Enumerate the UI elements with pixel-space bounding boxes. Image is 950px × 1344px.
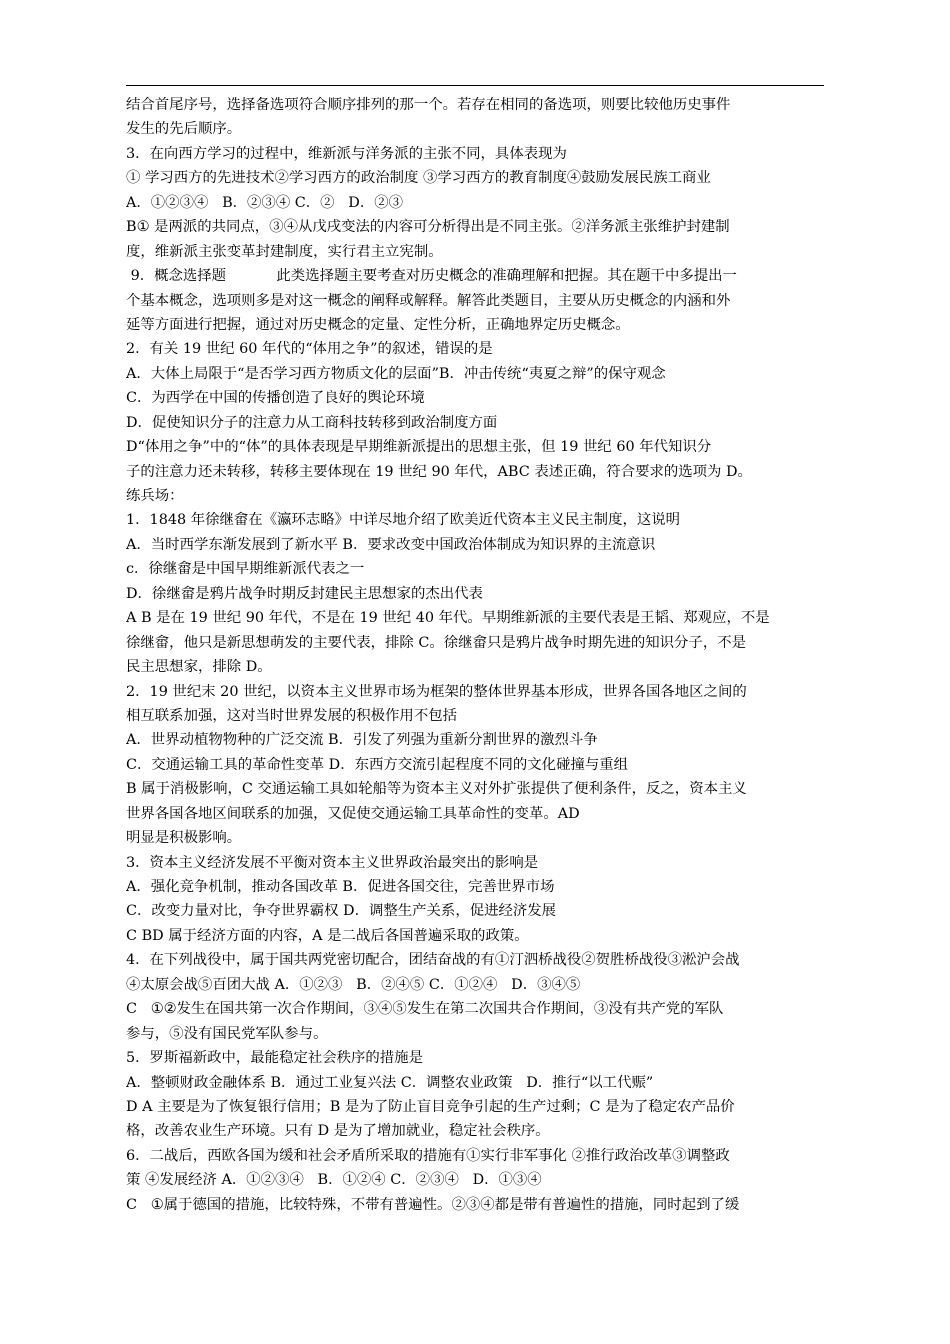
text-line: ① 学习西方的先进技术②学习西方的政治制度 ③学习西方的教育制度④鼓励发展民族工商业 bbox=[126, 170, 711, 187]
text-line: 2．19 世纪末 20 世纪，以资本主义世界市场为框架的整体世界基本形成，世界各国各地区之间的 bbox=[126, 683, 747, 700]
text-line: D“体用之争”中的“体”的具体表现是早期维新派提出的思想主张，但 19 世纪 60 年代知识分 bbox=[126, 439, 712, 456]
text-line: 延等方面进行把握，通过对历史概念的定量、定性分析，正确地界定历史概念。 bbox=[126, 316, 630, 333]
text-line: C BD 属于经济方面的内容，A 是二战后各国普遍采取的政策。 bbox=[126, 927, 529, 944]
text-line: 格，改善农业生产环境。只有 D 是为了增加就业，稳定社会秩序。 bbox=[126, 1123, 550, 1140]
text-line: 2．有关 19 世纪 60 年代的“体用之争”的叙述，错误的是 bbox=[126, 341, 493, 358]
text-line: A．大体上局限于“是否学习西方物质文化的层面”B．冲击传统“夷夏之辩”的保守观念 bbox=[126, 365, 666, 382]
text-line: B 属于消极影响，C 交通运输工具如轮船等为资本主义对外扩张提供了便利条件，反之，资本主义 bbox=[126, 781, 747, 798]
text-line: B① 是两派的共同点，③④从戊戌变法的内容可分析得出是不同主张。②洋务派主张维护封建制 bbox=[126, 219, 730, 236]
text-line: 世界各国各地区间联系的加强，又促使交通运输工具革命性的变革。AD bbox=[126, 805, 580, 822]
text-line: ④太原会战⑤百团大战 A．①②③ B．②④⑤ C．①②④ D．③④⑤ bbox=[126, 976, 581, 993]
text-line: 9．概念选择题 此类选择题主要考查对历史概念的准确理解和把握。其在题干中多提出一 bbox=[126, 268, 737, 285]
text-line: C ①②发生在国共第一次合作期间，③④⑤发生在第二次国共合作期间，③没有共产党的军队 bbox=[126, 1001, 724, 1018]
text-line: 策 ④发展经济 A．①②③④ B．①②④ C．②③④ D．①③④ bbox=[126, 1172, 542, 1189]
text-line: D．徐继畲是鸦片战争时期反封建民主思想家的杰出代表 bbox=[126, 585, 483, 602]
text-line: C．改变力量对比，争夺世界霸权 D．调整生产关系，促进经济发展 bbox=[126, 903, 557, 920]
text-line: 4．在下列战役中，属于国共两党密切配合，团结奋战的有①汀泗桥战役②贺胜桥战役③淞沪会战 bbox=[126, 952, 740, 969]
document-body bbox=[126, 93, 826, 1217]
text-line: C．交通运输工具的革命性变革 D．东西方交流引起程度不同的文化碰撞与重组 bbox=[126, 756, 629, 773]
text-line: A B 是在 19 世纪 90 年代，不是在 19 世纪 40 年代。早期维新派的主要代表是王韬、郑观应，不是 bbox=[126, 610, 770, 627]
text-line: 参与，⑤没有国民党军队参与。 bbox=[126, 1025, 328, 1042]
text-line: A．当时西学东渐发展到了新水平 B．要求改变中国政治体制成为知识界的主流意识 bbox=[126, 536, 656, 553]
text-line: 3．在向西方学习的过程中，维新派与洋务派的主张不同，具体表现为 bbox=[126, 145, 567, 162]
text-line: 个基本概念，选项则多是对这一概念的阐释或解释。解答此类题目，主要从历史概念的内涵和外 bbox=[126, 292, 731, 309]
text-line: A．世界动植物物种的广泛交流 B．引发了列强为重新分割世界的激烈斗争 bbox=[126, 732, 598, 749]
text-line: 子的注意力还未转移，转移主要体现在 19 世纪 90 年代，ABC 表述正确，符合要求的选项为 D。 bbox=[126, 463, 752, 480]
text-line: 练兵场： bbox=[126, 488, 184, 504]
text-line: 明显是积极影响。 bbox=[126, 830, 242, 847]
text-line: D．促使知识分子的注意力从工商科技转移到政治制度方面 bbox=[126, 414, 498, 431]
text-line: A．①②③④ B．②③④ C．② D．②③ bbox=[126, 194, 404, 211]
text-line: c．徐继畲是中国早期维新派代表之一 bbox=[126, 561, 365, 578]
text-line: C．为西学在中国的传播创造了良好的舆论环境 bbox=[126, 390, 425, 407]
text-line: 发生的先后顺序。 bbox=[126, 121, 242, 138]
text-line: 6．二战后，西欧各国为缓和社会矛盾所采取的措施有①实行非军事化 ②推行政治改革③调整政 bbox=[126, 1147, 730, 1164]
text-line: 5．罗斯福新政中，最能稳定社会秩序的措施是 bbox=[126, 1050, 423, 1067]
text-line: C ①属于德国的措施，比较特殊，不带有普遍性。②③④都是带有普遍性的措施，同时起到了缓 bbox=[126, 1196, 740, 1213]
text-line: 1．1848 年徐继畲在《瀛环志略》中详尽地介绍了欧美近代资本主义民主制度，这说明 bbox=[126, 512, 681, 529]
text-line: 相互联系加强，这对当时世界发展的积极作用不包括 bbox=[126, 707, 457, 724]
text-line: D A 主要是为了恢复银行信用；B 是为了防止盲目竞争引起的生产过剩；C 是为了稳定农产品价 bbox=[126, 1098, 735, 1115]
text-line: 度，维新派主张变革封建制度，实行君主立宪制。 bbox=[126, 243, 443, 260]
text-line: 民主思想家，排除 D。 bbox=[126, 659, 272, 676]
text-line: 结合首尾序号，选择备选项符合顺序排列的那一个。若存在相同的备选项，则要比较他历史事件 bbox=[126, 97, 731, 113]
header-rule bbox=[126, 85, 824, 86]
text-line: 徐继畲，他只是新思想萌发的主要代表，排除 C。徐继畲只是鸦片战争时期先进的知识分子，不是 bbox=[126, 634, 746, 651]
text-line: A．强化竞争机制，推动各国改革 B．促进各国交往，完善世界市场 bbox=[126, 879, 555, 895]
text-line: A．整顿财政金融体系 B．通过工业复兴法 C．调整农业政策 D．推行“以工代赈” bbox=[126, 1074, 654, 1091]
text-line: 3．资本主义经济发展不平衡对资本主义世界政治最突出的影响是 bbox=[126, 854, 539, 871]
